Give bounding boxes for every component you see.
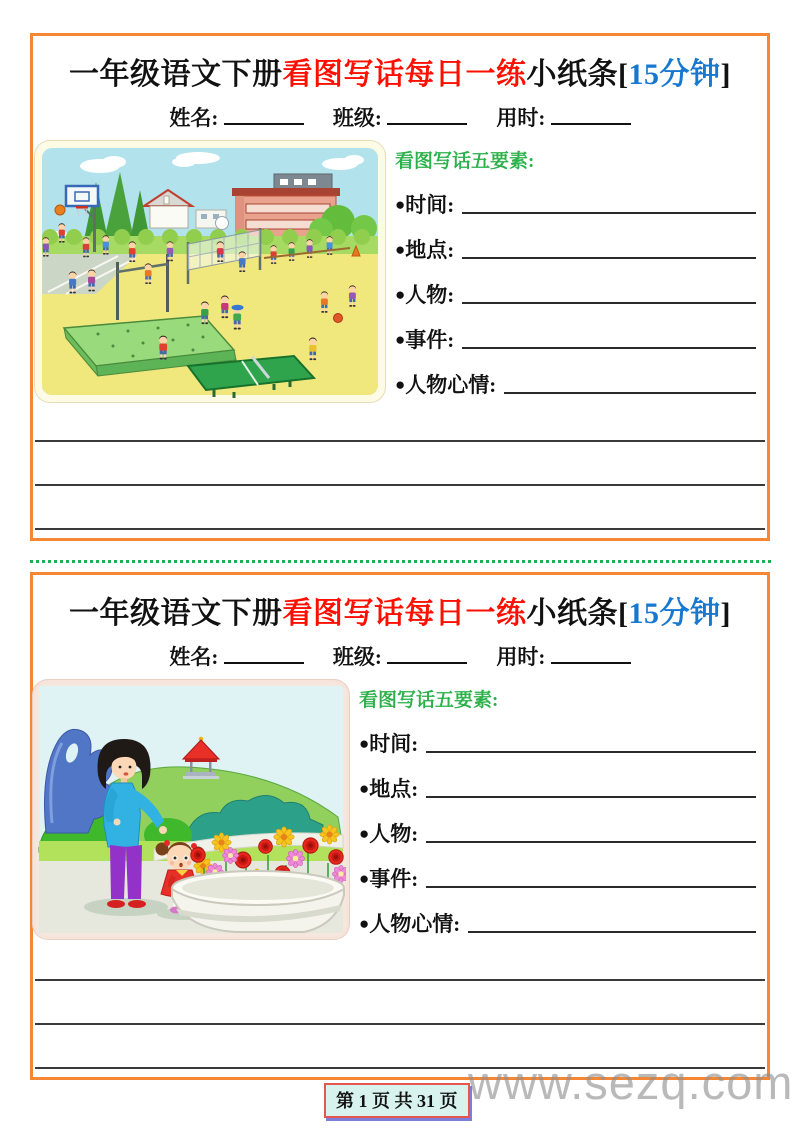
element-event-blank <box>426 868 756 888</box>
element-time-row <box>359 729 759 757</box>
element-event-row <box>359 864 759 892</box>
title-prefix: 一年级语文下册 <box>69 597 283 630</box>
element-mood-label: 人物心情: <box>405 373 497 397</box>
playground-illustration <box>38 144 382 399</box>
name-field-label: 姓名: <box>169 106 219 130</box>
writing-line <box>35 440 765 442</box>
info-fields-row <box>33 102 767 132</box>
element-place-label: 地点: <box>369 777 419 801</box>
element-person-blank <box>462 284 756 304</box>
time-used-field-blank <box>551 646 631 664</box>
title-duration: 15分钟 <box>628 58 721 91</box>
bullet-icon: ● <box>395 330 406 349</box>
element-person-row <box>359 819 759 847</box>
green-dotted-divider <box>30 560 771 563</box>
element-place-row <box>359 774 759 802</box>
writing-line <box>35 979 765 981</box>
garden-illustration-svg <box>36 683 346 936</box>
bullet-icon: ● <box>359 824 370 843</box>
element-mood-blank <box>504 374 756 394</box>
title-bracket-open: [ <box>618 58 629 91</box>
element-place-blank <box>462 239 756 259</box>
element-person-label: 人物: <box>369 822 419 846</box>
writing-line <box>35 1023 765 1025</box>
element-event-blank <box>462 329 756 349</box>
page-number-badge <box>324 1083 470 1118</box>
playground-illustration-svg <box>38 144 382 399</box>
title-bracket-close: ] <box>720 597 731 630</box>
element-time-blank <box>462 194 756 214</box>
writing-line <box>35 484 765 486</box>
title-bracket-open: [ <box>618 597 629 630</box>
five-elements-heading: 看图写话五要素: <box>359 690 499 711</box>
element-person-blank <box>426 823 756 843</box>
element-mood-blank <box>468 913 756 933</box>
card-title <box>33 588 767 632</box>
bullet-icon: ● <box>359 779 370 798</box>
title-bracket-close: ] <box>720 58 731 91</box>
element-time-row <box>395 190 759 218</box>
class-field-blank <box>387 646 467 664</box>
card-content <box>33 683 767 937</box>
bullet-icon: ● <box>359 869 370 888</box>
class-field-label: 班级: <box>332 645 382 669</box>
element-mood-row <box>359 909 759 937</box>
title-highlight: 看图写话每日一练 <box>282 58 527 91</box>
bullet-icon: ● <box>359 914 370 933</box>
five-elements-panel <box>346 683 762 937</box>
element-event-label: 事件: <box>405 328 455 352</box>
practice-card-1 <box>30 33 770 541</box>
card-content <box>33 144 767 399</box>
name-field-blank <box>224 646 304 664</box>
bullet-icon: ● <box>359 734 370 753</box>
class-field-label: 班级: <box>332 106 382 130</box>
class-field-blank <box>387 107 467 125</box>
title-highlight: 看图写话每日一练 <box>282 597 527 630</box>
title-suffix: 小纸条 <box>526 58 618 91</box>
element-mood-row <box>395 370 759 398</box>
name-field-label: 姓名: <box>169 645 219 669</box>
five-elements-panel <box>382 144 762 398</box>
time-used-field-label: 用时: <box>496 645 546 669</box>
bullet-icon: ● <box>395 285 406 304</box>
five-elements-heading: 看图写话五要素: <box>395 151 535 172</box>
name-field-blank <box>224 107 304 125</box>
element-event-label: 事件: <box>369 867 419 891</box>
element-person-label: 人物: <box>405 283 455 307</box>
page-indicator: 第 1 页 共 31 页 <box>336 1091 458 1111</box>
element-place-blank <box>426 778 756 798</box>
element-time-label: 时间: <box>405 193 455 217</box>
element-time-label: 时间: <box>369 732 419 756</box>
practice-card-2 <box>30 572 770 1080</box>
garden-illustration <box>36 683 346 936</box>
card-title <box>33 49 767 93</box>
element-event-row <box>395 325 759 353</box>
time-used-field-blank <box>551 107 631 125</box>
element-person-row <box>395 280 759 308</box>
info-fields-row <box>33 641 767 671</box>
element-place-label: 地点: <box>405 238 455 262</box>
element-time-blank <box>426 733 756 753</box>
title-suffix: 小纸条 <box>526 597 618 630</box>
title-duration: 15分钟 <box>628 597 721 630</box>
element-place-row <box>395 235 759 263</box>
writing-line <box>35 528 765 530</box>
title-prefix: 一年级语文下册 <box>69 58 283 91</box>
watermark: www.sezq.com <box>468 1056 794 1109</box>
time-used-field-label: 用时: <box>496 106 546 130</box>
element-mood-label: 人物心情: <box>369 912 461 936</box>
bullet-icon: ● <box>395 195 406 214</box>
bullet-icon: ● <box>395 240 406 259</box>
bullet-icon: ● <box>395 375 406 394</box>
